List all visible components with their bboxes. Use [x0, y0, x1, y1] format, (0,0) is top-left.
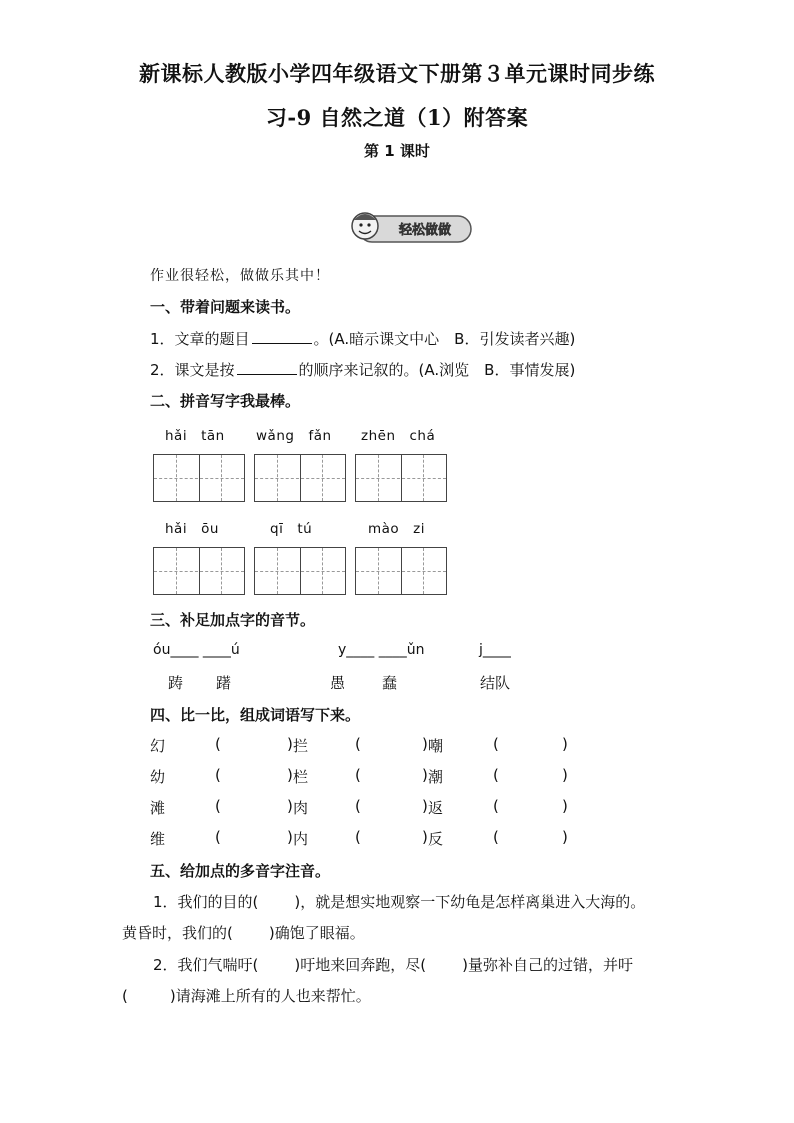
section4-heading: 四、比一比，组成词语写下来。: [150, 706, 361, 724]
paragraph-2-line1: 2．我们气喘吁( )吁地来回奔跑，尽( )量弥补自己的过错，并吁: [153, 956, 633, 974]
compare-char: 维: [150, 830, 166, 848]
writing-grid[interactable]: [153, 454, 245, 502]
pinyin-label: zhēn chá: [361, 428, 436, 444]
doc-title-line1: 新课标人教版小学四年级语文下册第３单元课时同步练: [139, 61, 655, 86]
compare-char: 潮: [428, 768, 444, 786]
syllable-blank[interactable]: j____: [479, 642, 511, 658]
section1-heading: 一、带着问题来读书。: [150, 298, 301, 316]
section5-heading: 五、给加点的多音字注音。: [150, 862, 331, 880]
pinyin-label: hǎi tān: [165, 428, 225, 444]
pinyin-label: qī tú: [270, 521, 313, 537]
paragraph-1-line2: 黄昏时，我们的( )确饱了眼福。: [122, 924, 365, 942]
compare-char: 拦: [293, 737, 309, 755]
compare-char: 幻: [150, 737, 166, 755]
writing-grid[interactable]: [254, 547, 346, 595]
badge-text: 轻松做做: [398, 223, 452, 238]
syllable-blank[interactable]: y____ ____ǔn: [338, 642, 425, 658]
answer-blank[interactable]: [252, 329, 312, 344]
compare-char: 肉: [293, 799, 309, 817]
dotted-word: 躇: [216, 674, 232, 692]
pinyin-label: wǎng fǎn: [256, 428, 332, 444]
compare-char: 内: [293, 830, 309, 848]
paragraph-1-line1: 1．我们的目的( )，就是想实地观察一下幼龟是怎样离巢进入大海的。: [153, 893, 646, 911]
writing-grid[interactable]: [355, 547, 447, 595]
compare-char: 栏: [293, 768, 309, 786]
paragraph-2-line2: ( )请海滩上所有的人也来帮忙。: [122, 987, 371, 1005]
syllable-blank[interactable]: óu____ ____ú: [153, 642, 240, 658]
writing-grid[interactable]: [355, 454, 447, 502]
dotted-word: 踌: [168, 674, 184, 692]
lesson-label: 第 1 课时: [364, 142, 430, 160]
doc-title-line2: 习-9 自然之道（1）附答案: [265, 105, 529, 130]
answer-blank[interactable]: [237, 360, 297, 375]
compare-char: 幼: [150, 768, 166, 786]
compare-char: 嘲: [428, 737, 444, 755]
easy-practice-badge: [345, 208, 473, 248]
writing-grid[interactable]: [254, 454, 346, 502]
question-2: 2．课文是按 的顺序来记叙的。(A.浏览 B．事情发展): [150, 361, 576, 379]
intro-text: 作业很轻松，做做乐其中！: [150, 268, 330, 284]
writing-grid[interactable]: [153, 547, 245, 595]
section3-heading: 三、补足加点字的音节。: [150, 611, 316, 629]
pinyin-label: hǎi ōu: [165, 521, 219, 537]
compare-char: 返: [428, 799, 444, 817]
section2-heading: 二、拼音写字我最棒。: [150, 392, 301, 410]
compare-char: 反: [428, 830, 444, 848]
compare-char: 滩: [150, 799, 166, 817]
dotted-word: 蠢: [382, 674, 398, 692]
pinyin-label: mào zi: [368, 521, 426, 537]
dotted-word: 结队: [480, 674, 511, 692]
question-1: 1．文章的题目 。(A.暗示课文中心 B．引发读者兴趣): [150, 330, 576, 348]
dotted-word: 愚: [330, 674, 346, 692]
